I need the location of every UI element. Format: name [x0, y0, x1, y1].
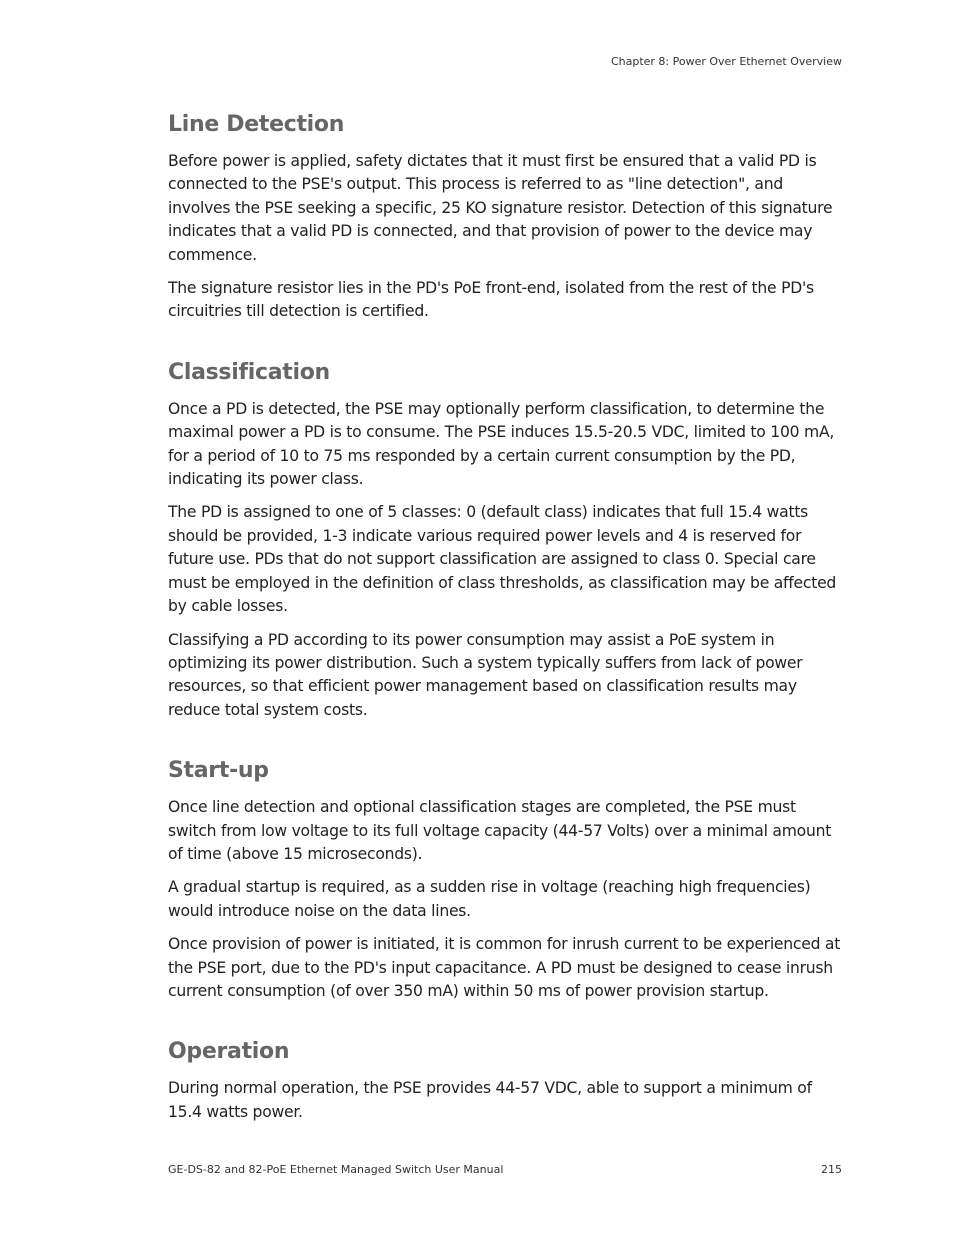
paragraph: The signature resistor lies in the PD's PoE front-end, isolated from the rest of the PD's circuitries till detection is certified. [168, 279, 814, 321]
page-number: 215 [821, 1163, 842, 1176]
running-header: Chapter 8: Power Over Ethernet Overview [610, 55, 842, 68]
paragraph: Once line detection and optional classification stages are completed, the PSE must switch from low voltage to its full voltage capacity (44-57 Volts) over a minimal amount of time (above 15 microseconds). [168, 798, 832, 863]
paragraph: Before power is applied, safety dictates that it must first be ensured that a valid PD is connected to the PSE's output. This process is referred to as "line detection", and involves the PSE seeking a specific, 25 KO signature resistor. Detection of this signature indicates that a valid PD is connected, and that provision of power to the device may commence. [168, 152, 833, 264]
paragraph: A gradual startup is required, as a sudden rise in voltage (reaching high frequencies) would introduce noise on the data lines. [168, 878, 811, 920]
paragraph: The PD is assigned to one of 5 classes: 0 (default class) indicates that full 15.4 watts should be provided, 1-3 indicate various required power levels and 4 is reserved for future use. PDs that do not support classification are assigned to class 0. Special care must be employed in the definition of class thresholds, as classification may be affected by cable losses. [168, 503, 837, 616]
section-classification [168, 358, 844, 722]
section-heading: Line Detection [168, 112, 345, 137]
section-line-detection [168, 110, 844, 324]
section-heading: Start-up [168, 758, 269, 784]
section-heading: Operation [168, 1039, 290, 1065]
footer-manual-title: GE-DS-82 and 82-PoE Ethernet Managed Switch User Manual [168, 1163, 504, 1176]
section-heading: Classification [168, 359, 330, 385]
page-content [168, 110, 844, 1158]
paragraph: Once provision of power is initiated, it is common for inrush current to be experienced at the PSE port, due to the PD's input capacitance. A PD must be designed to cease inrush current consumption (of over 350 mA) within 50 ms of power provision startup. [168, 935, 841, 1000]
paragraph: During normal operation, the PSE provides 44-57 VDC, able to support a minimum of 15.4 watts power. [168, 1079, 812, 1121]
paragraph: Classifying a PD according to its power consumption may assist a PoE system in optimizing its power distribution. Such a system typically suffers from lack of power resources, so that efficient power management based on classification results may reduce total system costs. [168, 630, 803, 719]
section-start-up [168, 756, 844, 1003]
paragraph: Once a PD is detected, the PSE may optionally perform classification, to determine the maximal power a PD is to consume. The PSE induces 15.5-20.5 VDC, limited to 100 mA, for a period of 10 to 75 ms responded by a certain current consumption by the PD, indicating its power class. [168, 399, 835, 489]
section-operation [168, 1037, 844, 1124]
